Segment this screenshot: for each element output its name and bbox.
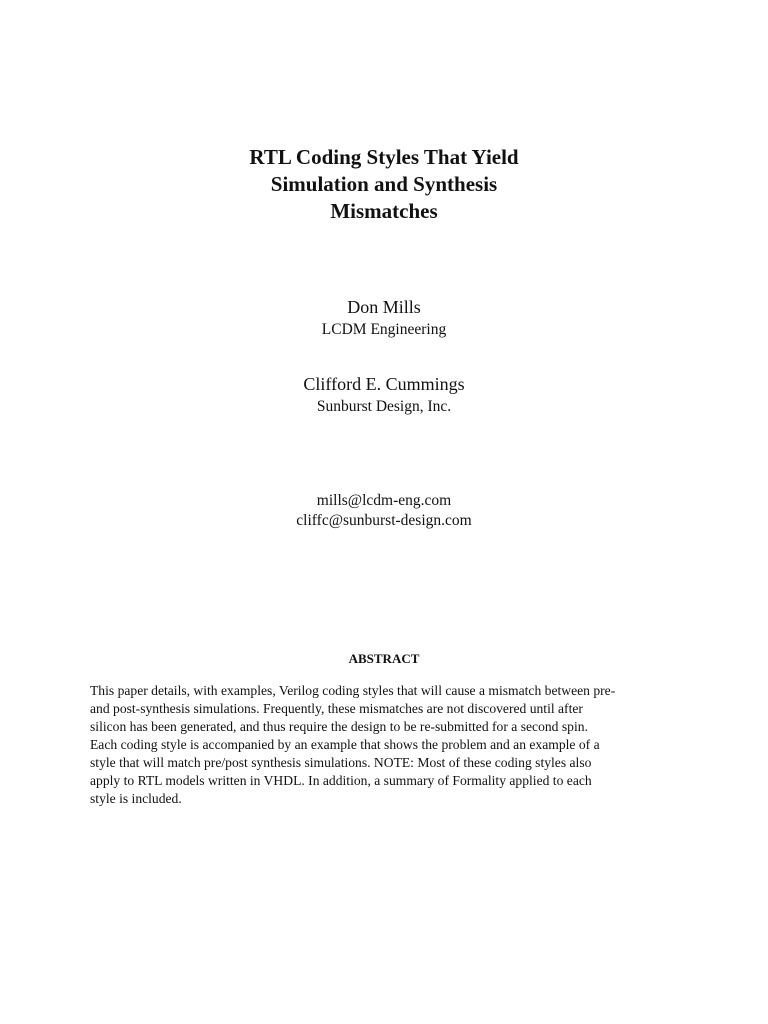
author-block-2 (0, 373, 768, 417)
abstract-body (90, 682, 690, 808)
abstract-line: style that will match pre/post synthesis simulations. NOTE: Most of these coding styles also (90, 755, 592, 770)
abstract-line: and post-synthesis simulations. Frequently, these mismatches are not discovered until after (90, 701, 583, 716)
abstract-line: apply to RTL models written in VHDL. In addition, a summary of Formality applied to each (90, 773, 592, 788)
abstract-line: Each coding style is accompanied by an example that shows the problem and an example of a (90, 737, 600, 752)
paper-title (0, 144, 768, 225)
author-block-1 (0, 296, 768, 340)
email-address: cliffc@sunburst-design.com (296, 512, 472, 529)
title-line-1: RTL Coding Styles That Yield (249, 145, 519, 169)
author-affiliation: Sunburst Design, Inc. (316, 398, 452, 415)
email-address: mills@lcdm-eng.com (316, 492, 452, 509)
title-line-3: Mismatches (330, 199, 438, 223)
abstract-line: silicon has been generated, and thus require the design to be re-submitted for a second spin. (90, 719, 588, 734)
abstract-line: style is included. (90, 791, 182, 806)
author-name: Clifford E. Cummings (303, 374, 465, 394)
abstract-heading: ABSTRACT (348, 651, 420, 666)
abstract-line: This paper details, with examples, Verilog coding styles that will cause a mismatch between pre- (90, 683, 616, 698)
author-affiliation: LCDM Engineering (321, 321, 447, 338)
title-line-2: Simulation and Synthesis (270, 172, 498, 196)
email-block (0, 491, 768, 531)
author-name: Don Mills (347, 297, 421, 317)
